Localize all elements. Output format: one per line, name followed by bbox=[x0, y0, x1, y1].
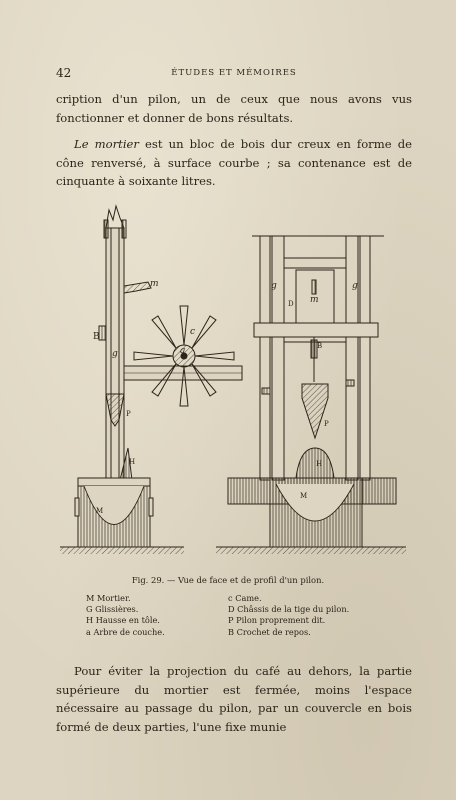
label-H-front: H bbox=[129, 458, 136, 466]
label-P-front: P bbox=[126, 410, 131, 418]
figure-pilon bbox=[56, 198, 412, 562]
page-header bbox=[56, 66, 412, 82]
label-g-left: g bbox=[271, 281, 277, 291]
legend-left bbox=[86, 593, 165, 638]
legend-item: B Crochet de repos. bbox=[228, 626, 311, 637]
cam-wheel bbox=[134, 306, 234, 406]
front-view bbox=[60, 206, 242, 554]
label-M-profile: M bbox=[300, 492, 308, 500]
label-H-profile: H bbox=[316, 460, 323, 468]
mortier-description: est un bloc de bois dur creux en forme de cône renversé, à surface courbe ; sa contenance est de cinquante à soixante litres. bbox=[56, 137, 412, 188]
label-D: D bbox=[288, 300, 294, 308]
pilon-engraving bbox=[56, 198, 412, 562]
label-M-front: M bbox=[96, 507, 104, 515]
legend-item: G Glissières. bbox=[86, 604, 139, 615]
legend-right bbox=[228, 593, 349, 638]
label-g-front: g bbox=[112, 349, 118, 359]
legend-item: c Came. bbox=[228, 593, 262, 603]
legend-item: a Arbre de couche. bbox=[86, 626, 165, 637]
legend-item: P Pilon proprement dit. bbox=[228, 615, 326, 626]
label-B-profile: B bbox=[317, 342, 323, 350]
legend-item: H Hausse en tôle. bbox=[86, 615, 160, 626]
paragraph-couvercle: Pour éviter la projection du café au dehors, la partie supérieure du mortier est fermée, moins l'espace nécessaire au passage du pilon, par un couvercle en bois formé de deux parties, l'une fixe munie bbox=[56, 664, 412, 734]
paragraph-continuation: cription d'un pilon, un de ceux que nous avons vus fonctionner et donner de bons résultats. bbox=[56, 92, 412, 125]
legend-item: M Mortier. bbox=[86, 593, 131, 603]
figure-caption: Fig. 29. — Vue de face et de profil d'un pilon. bbox=[131, 575, 325, 585]
page-number: 42 bbox=[56, 66, 72, 80]
label-B: B bbox=[93, 332, 100, 342]
label-g-right: g bbox=[352, 281, 358, 291]
paragraph-mortier bbox=[56, 135, 412, 191]
label-a: a bbox=[180, 346, 186, 356]
mortier-term: Le mortier bbox=[74, 137, 139, 151]
label-m-profile: m bbox=[310, 295, 319, 305]
label-m-front: m bbox=[150, 279, 159, 289]
profile-view bbox=[216, 236, 406, 554]
legend-item: D Châssis de la tige du pilon. bbox=[228, 604, 350, 615]
label-c: c bbox=[190, 327, 196, 337]
label-P-profile: P bbox=[324, 420, 329, 428]
running-head: ÉTUDES ET MÉMOIRES bbox=[171, 68, 297, 78]
